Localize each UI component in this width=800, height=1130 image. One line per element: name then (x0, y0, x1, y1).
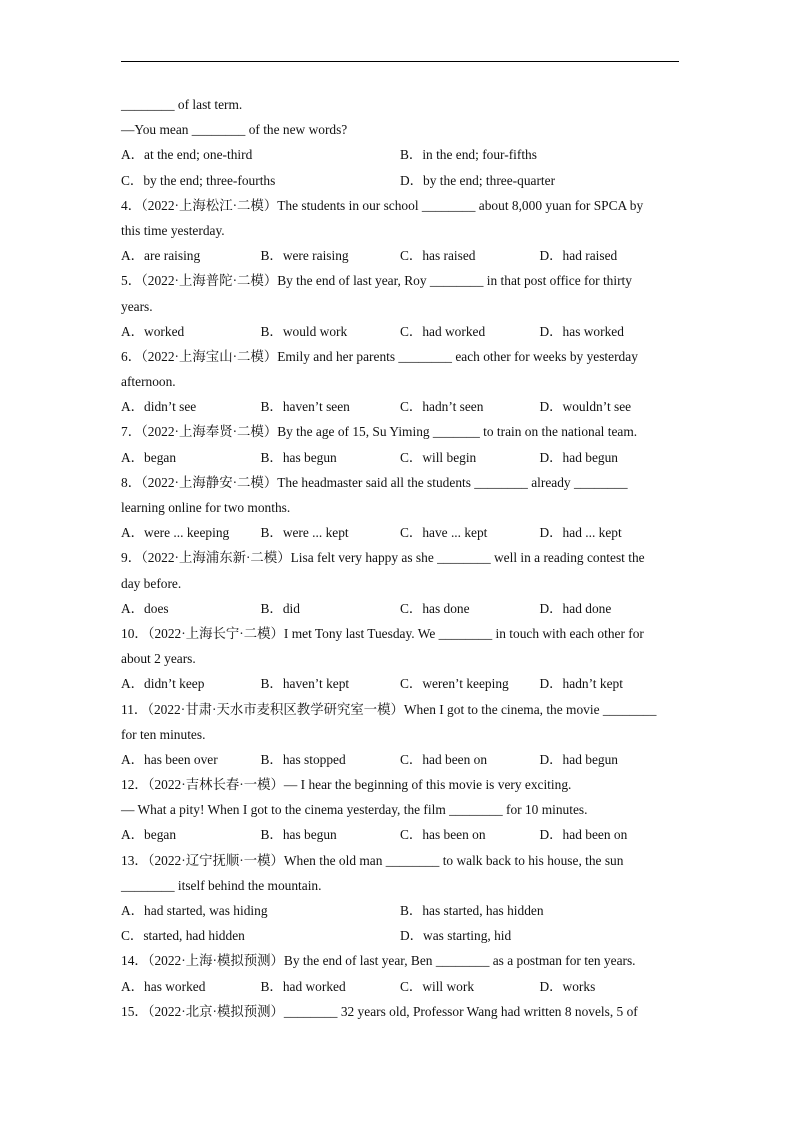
option-c: C．hadn’t seen (400, 399, 484, 415)
option-row (121, 394, 679, 419)
option-b: B．has begun (260, 827, 337, 843)
question-stem-continued: about 2 years. (121, 651, 196, 667)
continuation-line: ________ of last term. (121, 97, 243, 112)
option-a: A．has been over (121, 751, 218, 767)
question-stem: 9．（2022·上海浦东新·二模）Lisa felt very happy as she ________ well in a reading contest the (121, 550, 645, 566)
option-a: A．didn’t see (121, 399, 197, 415)
option-a: A．didn’t keep (121, 676, 205, 692)
question-item (121, 999, 679, 1024)
option-row (121, 319, 679, 344)
question-stem: 6．（2022·上海宝山·二模）Emily and her parents ________ each other for weeks by yesterday (121, 348, 638, 364)
question-stem: 14．（2022·上海·模拟预测）By the end of last year, Ben ________ as a postman for ten years. (121, 953, 636, 969)
option-b: B．did (260, 600, 300, 616)
question-item (121, 948, 679, 998)
option-a: A．were ... keeping (121, 525, 230, 541)
question-list (121, 193, 679, 1024)
option-d: D．had begun (539, 449, 618, 465)
question-stem-continued: for ten minutes. (121, 726, 206, 742)
option-d: D．had done (539, 600, 612, 616)
option-row (121, 822, 679, 847)
question-stem: 10．（2022·上海长宁·二模）I met Tony last Tuesday. We ________ in touch with each other for (121, 625, 644, 641)
question-stem: 13．（2022·辽宁抚顺·一模）When the old man ________ to walk back to his house, the sun (121, 852, 624, 868)
option-a: A．at the end; one-third (121, 147, 253, 163)
option-a: A．began (121, 827, 177, 843)
option-row (121, 898, 679, 923)
question-stem: 8．（2022·上海静安·二模）The headmaster said all the students ________ already ________ (121, 474, 628, 490)
option-c: C．had worked (400, 323, 486, 339)
option-c: C．had been on (400, 751, 488, 767)
option-d: D．has worked (539, 323, 624, 339)
question-item (121, 344, 679, 420)
option-d: D．wouldn’t see (539, 399, 632, 415)
option-row (121, 243, 679, 268)
question-item (121, 193, 679, 269)
option-d: D．had ... kept (539, 525, 622, 541)
option-b: B．would work (260, 323, 348, 339)
option-c: C．has done (400, 600, 470, 616)
option-row (121, 747, 679, 772)
option-d: D．had begun (539, 751, 618, 767)
option-c: C．by the end; three-fourths (121, 172, 276, 188)
question-stem-continued: ________ itself behind the mountain. (121, 877, 322, 893)
question-stem: 5．（2022·上海普陀·二模）By the end of last year, Roy ________ in that post office for thirty (121, 273, 632, 289)
option-d: D．had been on (539, 827, 628, 843)
option-a: A．has worked (121, 978, 206, 994)
option-row (121, 596, 679, 621)
option-a: A．had started, was hiding (121, 903, 268, 918)
question-stem: 4．（2022·上海松江·二模）The students in our school ________ about 8,000 yuan for SPCA by (121, 197, 644, 213)
question-item (121, 621, 679, 697)
option-b: B．had worked (260, 978, 346, 994)
option-row (121, 445, 679, 470)
question-item (121, 419, 679, 469)
option-row (121, 923, 679, 948)
option-a: A．does (121, 600, 169, 616)
option-c: C．weren’t keeping (400, 676, 509, 692)
option-d: D．was starting, hid (400, 928, 512, 944)
option-a: A．worked (121, 323, 185, 339)
question-stem: 11．（2022·甘肃·天水市麦积区教学研究室一模）When I got to the cinema, the movie ________ (121, 701, 657, 717)
question-item (121, 772, 679, 848)
option-b: B．were ... kept (260, 525, 349, 541)
option-c: C．has raised (400, 248, 476, 264)
option-d: D．had raised (539, 248, 618, 264)
option-c: C．started, had hidden (121, 928, 245, 944)
option-b: B．has begun (260, 449, 337, 465)
option-a: A．began (121, 449, 177, 465)
question-item (121, 268, 679, 344)
option-c: C．will begin (400, 449, 477, 465)
header-rule (121, 61, 679, 62)
question-item (121, 848, 679, 949)
option-d: D．works (539, 978, 596, 994)
question-item (121, 697, 679, 773)
option-c: C．will work (400, 978, 475, 994)
question-stem-continued: years. (121, 298, 153, 314)
option-b: B．haven’t kept (260, 676, 350, 692)
option-row (121, 168, 679, 193)
question-stem-continued: learning online for two months. (121, 500, 291, 515)
question-item (121, 545, 679, 621)
question-stem-continued: this time yesterday. (121, 222, 225, 238)
option-b: B．has started, has hidden (400, 903, 544, 918)
option-row (121, 520, 679, 545)
option-b: B．has stopped (260, 751, 346, 767)
page-content (121, 92, 679, 1024)
option-b: B．in the end; four-fifths (400, 147, 537, 163)
option-d: D．hadn’t kept (539, 676, 623, 692)
option-b: B．were raising (260, 248, 349, 264)
question-stem-continued: afternoon. (121, 374, 176, 390)
question-item (121, 470, 679, 546)
option-row (121, 671, 679, 696)
question-stem: 12．（2022·吉林长春·一模）— I hear the beginning of this movie is very exciting. (121, 777, 572, 793)
option-row (121, 974, 679, 999)
option-row (121, 142, 679, 167)
question-stem-continued: day before. (121, 575, 182, 591)
option-c: C．have ... kept (400, 525, 488, 541)
option-a: A．are raising (121, 248, 201, 264)
option-b: B．haven’t seen (260, 399, 350, 415)
question-stem-continued: — What a pity! When I got to the cinema yesterday, the film ________ for 10 minutes. (121, 802, 588, 818)
continuation-line: —You mean ________ of the new words? (121, 122, 348, 138)
option-c: C．has been on (400, 827, 486, 843)
question-stem: 15．（2022·北京·模拟预测）________ 32 years old, Professor Wang had written 8 novels, 5 of (121, 1003, 638, 1019)
option-d: D．by the end; three-quarter (400, 172, 556, 188)
question-stem: 7．（2022·上海奉贤·二模）By the age of 15, Su Yiming _______ to train on the national team. (121, 424, 638, 440)
